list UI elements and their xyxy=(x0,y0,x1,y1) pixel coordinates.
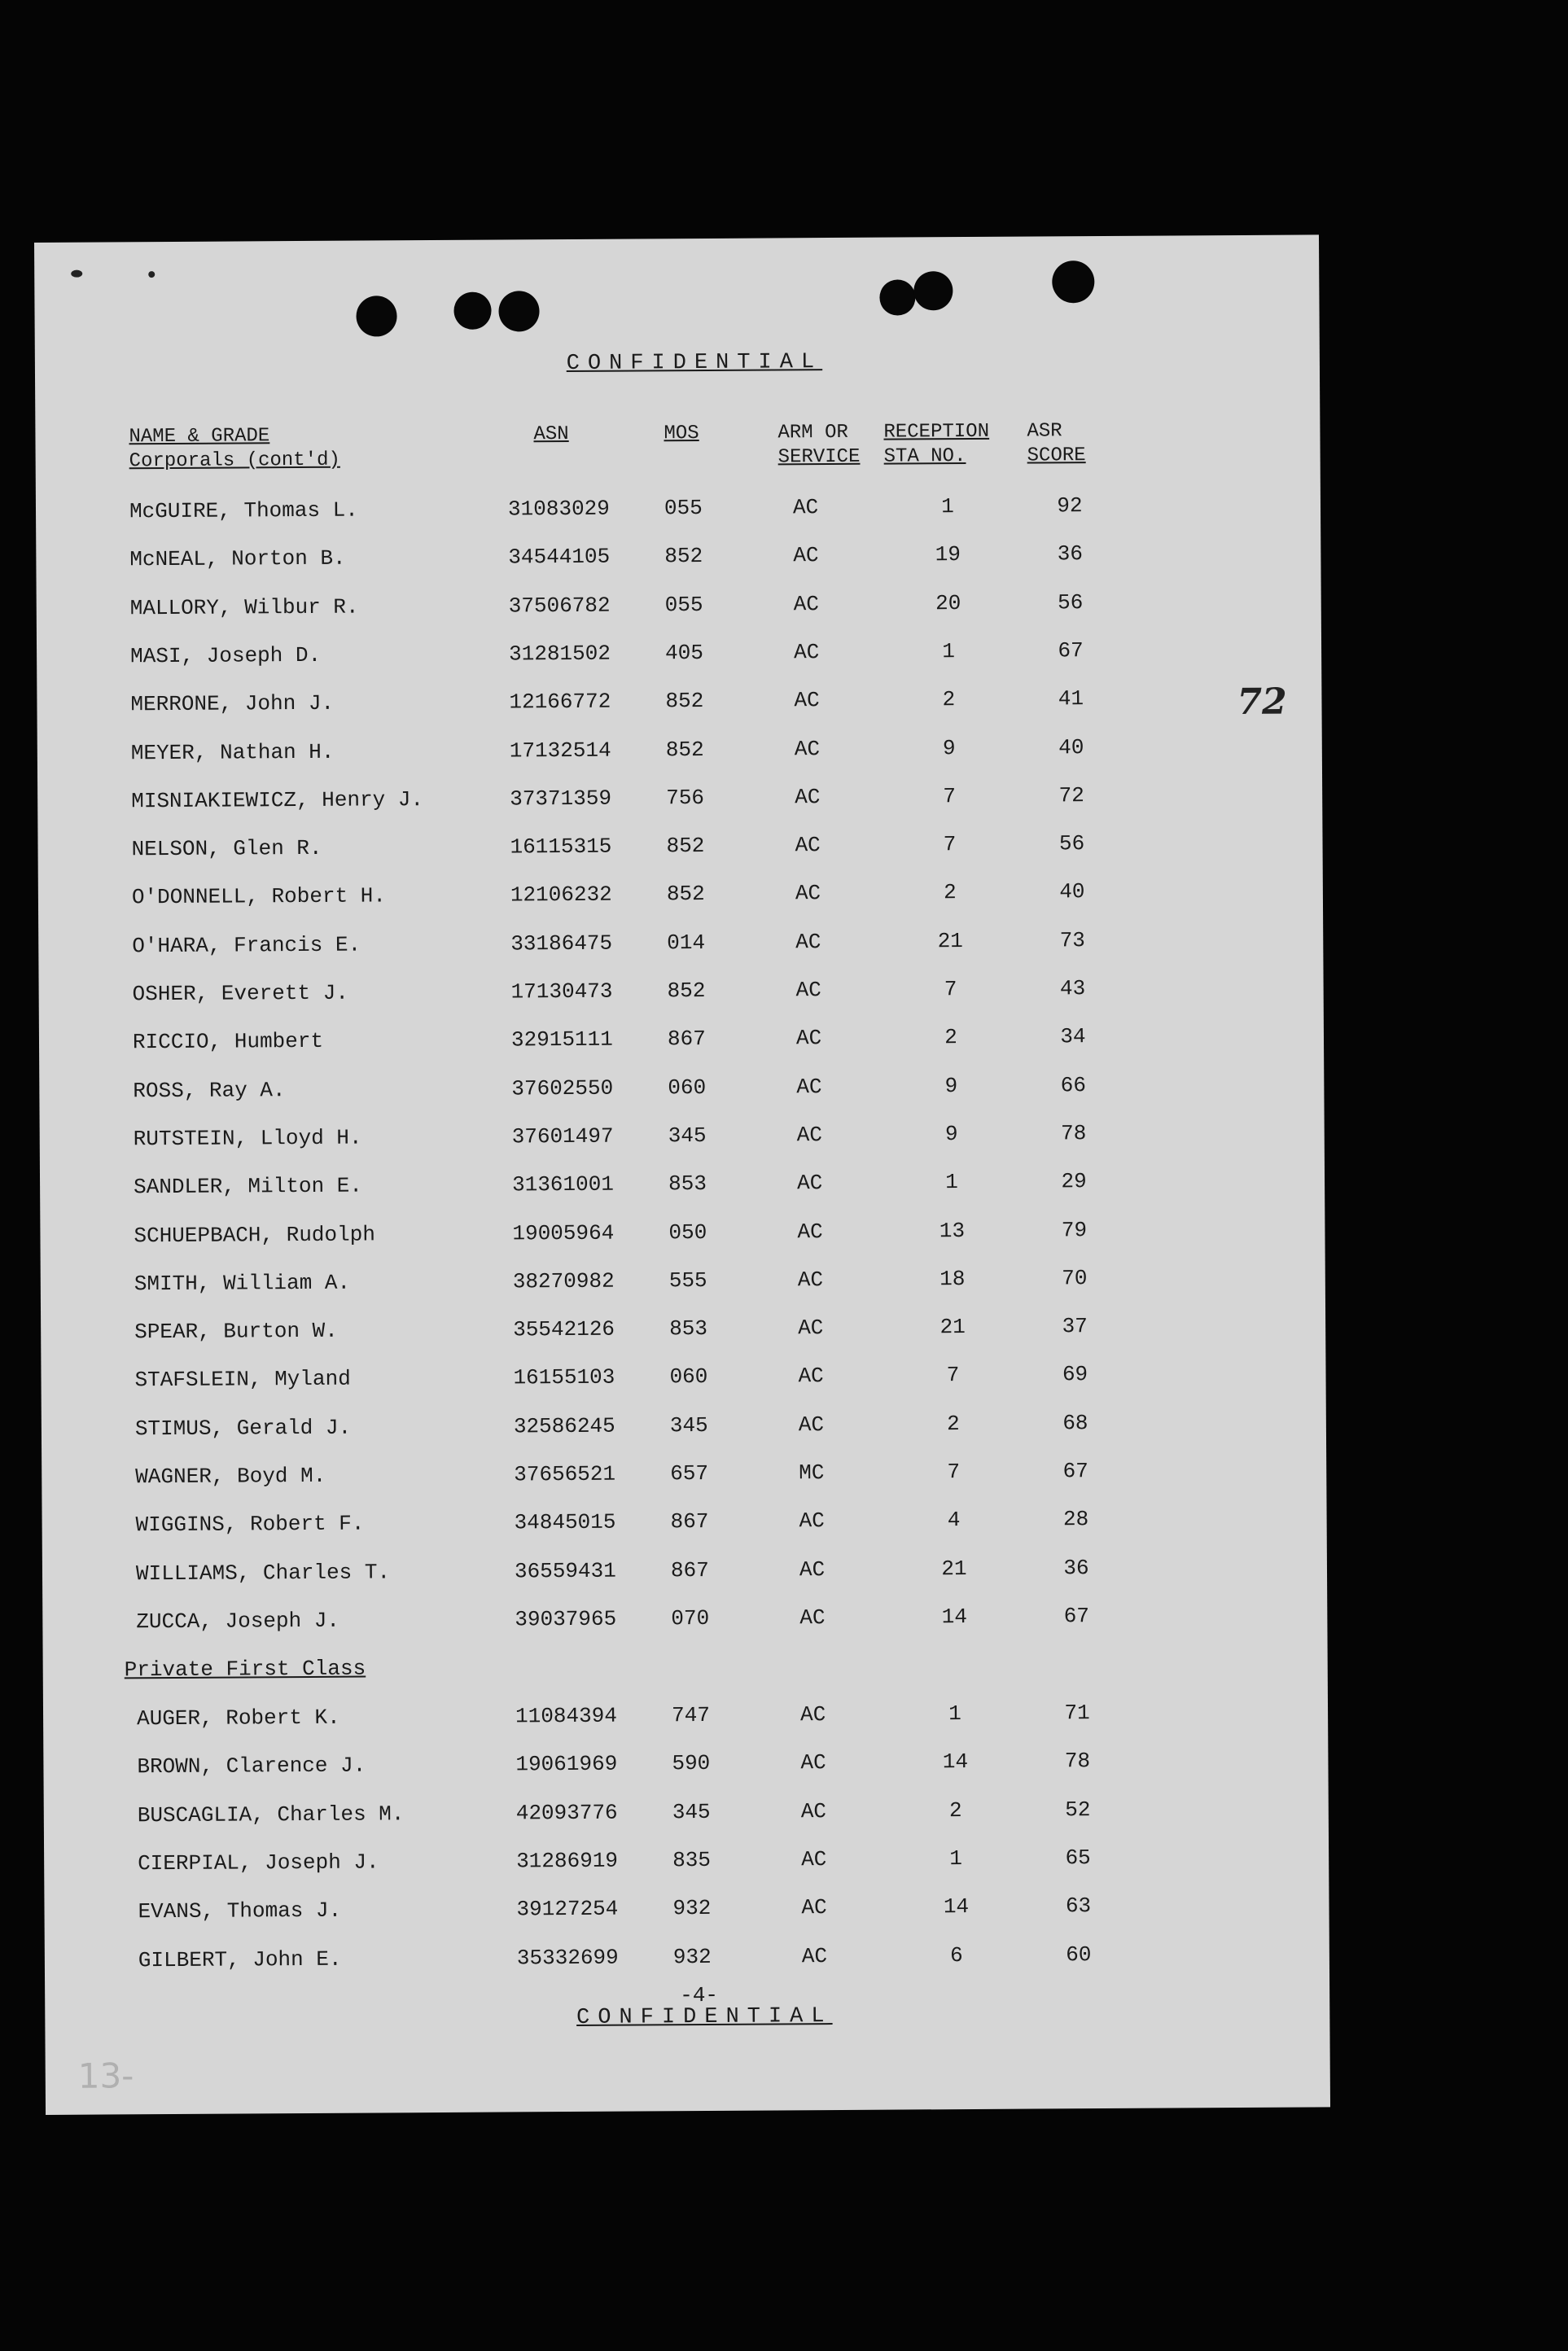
cell-asn: 31083029 xyxy=(507,496,610,522)
cell-asr-score: 67 xyxy=(1063,1604,1090,1629)
cell-arm: AC xyxy=(792,495,819,520)
cell-reception-sta: 14 xyxy=(942,1749,969,1775)
cell-asn: 37371359 xyxy=(510,786,612,812)
cell-name: CIERPIAL, Joseph J. xyxy=(138,1850,379,1876)
cell-name: STAFSLEIN, Myland xyxy=(134,1367,351,1393)
cell-arm: AC xyxy=(795,978,821,1003)
cell-arm: AC xyxy=(795,929,821,954)
table-row xyxy=(39,974,1324,1015)
cell-asn: 11084394 xyxy=(515,1703,617,1729)
table-row xyxy=(43,1748,1328,1788)
table-row xyxy=(42,1506,1327,1547)
cell-asr-score: 73 xyxy=(1059,927,1085,953)
speck xyxy=(148,271,155,278)
cell-asn: 19005964 xyxy=(512,1220,615,1246)
table-row xyxy=(37,781,1322,822)
cell-mos: 405 xyxy=(665,640,703,666)
cell-reception-sta: 1 xyxy=(948,1701,961,1727)
table-row xyxy=(36,492,1321,532)
cell-name: BROWN, Clarence J. xyxy=(137,1753,366,1780)
cell-asr-score: 40 xyxy=(1059,879,1085,904)
cell-mos: 060 xyxy=(668,1075,707,1100)
cell-asn: 17130473 xyxy=(510,978,613,1005)
confidential-header: CONFIDENTIAL xyxy=(566,350,823,377)
cell-mos: 852 xyxy=(667,978,706,1004)
col-head-score-sub: SCORE xyxy=(1027,444,1086,467)
cell-asn: 37506782 xyxy=(508,593,611,619)
cell-arm: MC xyxy=(799,1460,825,1486)
cell-mos: 852 xyxy=(664,544,703,569)
cell-name: BUSCAGLIA, Charles M. xyxy=(137,1801,405,1828)
cell-reception-sta: 2 xyxy=(944,1025,957,1050)
col-head-name-title: NAME & GRADE xyxy=(129,425,270,449)
cell-arm: AC xyxy=(795,833,821,858)
cell-reception-sta: 13 xyxy=(939,1218,966,1243)
cell-asr-score: 63 xyxy=(1065,1893,1092,1919)
cell-asr-score: 72 xyxy=(1058,782,1084,808)
table-row xyxy=(42,1602,1327,1643)
cell-asn: 34845015 xyxy=(514,1509,616,1535)
punch-hole xyxy=(879,279,915,315)
cell-arm: AC xyxy=(800,1798,827,1823)
cell-arm: AC xyxy=(801,1895,827,1920)
cell-reception-sta: 9 xyxy=(944,1073,958,1098)
table-row xyxy=(42,1409,1326,1450)
cell-asn: 12166772 xyxy=(509,689,611,715)
cell-asn: 31281502 xyxy=(509,641,611,667)
cell-name: MASI, Joseph D. xyxy=(130,642,322,669)
cell-asr-score: 60 xyxy=(1066,1942,1092,1967)
cell-mos: 867 xyxy=(670,1557,709,1583)
table-row xyxy=(40,1216,1325,1257)
cell-asn: 12106232 xyxy=(510,882,612,908)
cell-name: MERRONE, John J. xyxy=(130,690,335,717)
table-row xyxy=(41,1312,1325,1353)
cell-name: GILBERT, John E. xyxy=(138,1946,342,1972)
punch-hole xyxy=(1052,260,1094,303)
cell-mos: 932 xyxy=(672,1896,712,1921)
table-row xyxy=(37,637,1321,677)
cell-mos: 345 xyxy=(669,1412,708,1438)
col-head-reception-title: RECEPTION xyxy=(883,420,990,444)
cell-mos: 867 xyxy=(667,1027,706,1052)
cell-asn: 16155103 xyxy=(513,1365,615,1390)
cell-asr-score: 68 xyxy=(1062,1410,1088,1435)
cell-arm: AC xyxy=(796,1122,823,1148)
cell-mos: 055 xyxy=(664,495,703,521)
cell-asr-score: 92 xyxy=(1057,493,1083,519)
cell-asr-score: 79 xyxy=(1061,1217,1088,1242)
punch-hole xyxy=(356,296,396,336)
cell-mos: 867 xyxy=(670,1509,709,1534)
cell-asr-score: 78 xyxy=(1061,1121,1087,1146)
cell-name: ROSS, Ray A. xyxy=(133,1077,286,1103)
cell-arm: AC xyxy=(801,1943,828,1968)
cell-reception-sta: 2 xyxy=(946,1411,960,1436)
col-head-asn-title: ASN xyxy=(533,422,569,446)
table-row xyxy=(39,1023,1324,1064)
cell-asn: 35542126 xyxy=(513,1316,615,1342)
cell-arm: AC xyxy=(793,591,820,616)
cell-arm: AC xyxy=(797,1267,824,1293)
table-row xyxy=(40,1168,1325,1209)
cell-mos: 853 xyxy=(668,1171,707,1197)
cell-arm: AC xyxy=(799,1508,825,1534)
cell-asr-score: 56 xyxy=(1058,589,1084,615)
cell-asr-score: 78 xyxy=(1064,1749,1091,1774)
cell-reception-sta: 21 xyxy=(937,928,963,953)
cell-asn: 39037965 xyxy=(515,1606,617,1632)
cell-reception-sta: 7 xyxy=(946,1363,960,1388)
cell-reception-sta: 2 xyxy=(948,1797,962,1823)
col-head-reception-sub: STA NO. xyxy=(883,445,966,468)
cell-name: ZUCCA, Joseph J. xyxy=(136,1608,340,1635)
cell-reception-sta: 7 xyxy=(947,1460,961,1485)
cell-reception-sta: 2 xyxy=(943,880,957,905)
page-number: -4- xyxy=(680,1982,719,2008)
cell-asr-score: 34 xyxy=(1060,1024,1086,1049)
cell-asr-score: 67 xyxy=(1058,638,1084,663)
cell-asr-score: 36 xyxy=(1057,541,1084,567)
cell-name: WAGNER, Boyd M. xyxy=(135,1463,326,1490)
cell-asn: 34544105 xyxy=(508,544,611,570)
cell-name: MEYER, Nathan H. xyxy=(130,739,335,765)
table-row xyxy=(44,1796,1329,1837)
table-row xyxy=(44,1893,1329,1933)
cell-asn: 38270982 xyxy=(512,1268,615,1294)
cell-arm: AC xyxy=(798,1316,824,1341)
cell-asn: 17132514 xyxy=(509,738,611,763)
cell-mos: 050 xyxy=(668,1219,707,1245)
col-head-name-sub: Corporals (cont'd) xyxy=(129,449,340,473)
cell-reception-sta: 1 xyxy=(949,1845,963,1872)
cell-mos: 853 xyxy=(669,1316,708,1342)
cell-reception-sta: 6 xyxy=(949,1942,963,1968)
cell-arm: AC xyxy=(794,736,821,761)
col-head-name xyxy=(129,424,340,475)
cell-asr-score: 40 xyxy=(1058,734,1084,760)
cell-reception-sta: 1 xyxy=(941,494,954,519)
section-heading-pfc: Private First Class xyxy=(124,1656,366,1683)
cell-asn: 36559431 xyxy=(514,1558,616,1584)
cell-asn: 32915111 xyxy=(510,1027,613,1053)
cell-reception-sta: 7 xyxy=(944,977,957,1002)
cell-asn: 37656521 xyxy=(514,1461,616,1487)
cell-asr-score: 56 xyxy=(1058,831,1085,856)
cell-asr-score: 66 xyxy=(1060,1072,1087,1097)
cell-mos: 060 xyxy=(669,1364,708,1390)
table-row xyxy=(38,878,1323,919)
col-head-mos xyxy=(664,422,699,446)
cell-asn: 31361001 xyxy=(511,1171,614,1197)
cell-reception-sta: 1 xyxy=(945,1170,958,1195)
cell-asr-score: 65 xyxy=(1065,1845,1091,1871)
cell-mos: 756 xyxy=(666,785,705,811)
cell-reception-sta: 4 xyxy=(947,1508,961,1533)
cell-name: EVANS, Thomas J. xyxy=(138,1898,342,1924)
cell-name: O'DONNELL, Robert H. xyxy=(131,883,387,910)
cell-asn: 31286919 xyxy=(516,1848,619,1874)
cell-mos: 852 xyxy=(665,737,704,762)
cell-mos: 070 xyxy=(671,1605,710,1631)
cell-arm: AC xyxy=(798,1412,825,1437)
cell-name: SMITH, William A. xyxy=(134,1270,351,1297)
table-row xyxy=(44,1844,1329,1885)
table-row xyxy=(45,1941,1329,1981)
cell-asn: 35332699 xyxy=(516,1945,619,1970)
cell-asr-score: 43 xyxy=(1059,976,1086,1001)
cell-asr-score: 28 xyxy=(1062,1507,1089,1532)
cell-name: STIMUS, Gerald J. xyxy=(134,1415,352,1441)
cell-reception-sta: 9 xyxy=(942,735,956,760)
document-page xyxy=(34,234,1330,2115)
col-head-arm xyxy=(777,421,860,471)
col-head-arm-title: ARM OR xyxy=(777,421,848,444)
cell-name: McNEAL, Norton B. xyxy=(129,545,346,572)
cell-name: AUGER, Robert K. xyxy=(136,1705,340,1732)
pencil-annotation: 13- xyxy=(77,2055,134,2096)
cell-arm: AC xyxy=(794,688,820,713)
table-row xyxy=(42,1554,1327,1595)
cell-asn: 32586245 xyxy=(513,1413,615,1439)
cell-reception-sta: 2 xyxy=(942,687,956,712)
cell-asn: 37602550 xyxy=(511,1075,614,1101)
cell-reception-sta: 14 xyxy=(941,1604,968,1630)
cell-name: McGUIRE, Thomas L. xyxy=(129,497,358,524)
cell-mos: 835 xyxy=(672,1847,712,1873)
table-row xyxy=(39,1071,1324,1112)
cell-asn: 39127254 xyxy=(516,1896,619,1922)
cell-name: SANDLER, Milton E. xyxy=(133,1173,363,1200)
cell-asr-score: 36 xyxy=(1063,1555,1089,1580)
cell-mos: 852 xyxy=(665,689,704,714)
speck xyxy=(71,270,82,278)
cell-asr-score: 37 xyxy=(1062,1314,1088,1339)
cell-arm: AC xyxy=(795,784,821,810)
punch-hole xyxy=(453,292,491,330)
cell-asn: 33186475 xyxy=(510,930,613,957)
cell-arm: AC xyxy=(793,640,820,665)
cell-mos: 747 xyxy=(671,1702,710,1728)
cell-arm: AC xyxy=(799,1605,826,1631)
col-head-arm-sub: SERVICE xyxy=(777,445,861,469)
punch-hole xyxy=(498,291,539,331)
table-row xyxy=(41,1264,1325,1305)
cell-asr-score: 69 xyxy=(1062,1362,1088,1387)
cell-mos: 932 xyxy=(672,1944,712,1969)
cell-name: WILLIAMS, Charles T. xyxy=(135,1559,391,1586)
col-head-score xyxy=(1027,419,1085,468)
cell-name: WIGGINS, Robert F. xyxy=(135,1511,365,1538)
cell-asr-score: 71 xyxy=(1064,1701,1090,1726)
cell-arm: AC xyxy=(799,1556,826,1582)
col-head-mos-title: MOS xyxy=(664,422,699,445)
cell-mos: 345 xyxy=(668,1123,707,1149)
cell-mos: 852 xyxy=(666,882,705,907)
cell-reception-sta: 7 xyxy=(943,783,957,808)
cell-mos: 014 xyxy=(667,930,706,955)
cell-asr-score: 52 xyxy=(1065,1797,1091,1822)
cell-arm: AC xyxy=(799,1702,826,1727)
cell-mos: 657 xyxy=(670,1460,709,1486)
table-row xyxy=(40,1119,1325,1160)
cell-arm: AC xyxy=(801,1846,827,1872)
table-row xyxy=(37,685,1321,726)
table-row xyxy=(42,1457,1326,1498)
cell-asn: 37601497 xyxy=(511,1123,614,1149)
cell-reception-sta: 9 xyxy=(944,1121,958,1147)
cell-asr-score: 29 xyxy=(1061,1169,1087,1194)
cell-reception-sta: 19 xyxy=(935,542,961,567)
cell-reception-sta: 7 xyxy=(943,832,957,857)
cell-name: SCHUEPBACH, Rudolph xyxy=(134,1221,375,1248)
col-head-asn xyxy=(533,422,568,447)
table-row xyxy=(38,926,1323,967)
cell-name: OSHER, Everett J. xyxy=(132,980,348,1007)
cell-name: RICCIO, Humbert xyxy=(132,1029,324,1055)
table-row xyxy=(37,830,1322,870)
cell-name: O'HARA, Francis E. xyxy=(132,932,361,958)
cell-asn: 19061969 xyxy=(515,1751,618,1777)
cell-name: MISNIAKIEWICZ, Henry J. xyxy=(131,786,424,814)
col-head-reception xyxy=(883,420,989,470)
cell-arm: AC xyxy=(796,1074,822,1099)
cell-name: MALLORY, Wilbur R. xyxy=(129,594,359,620)
table-row xyxy=(41,1361,1325,1402)
cell-mos: 345 xyxy=(672,1799,711,1824)
cell-name: NELSON, Glen R. xyxy=(131,835,322,862)
cell-reception-sta: 21 xyxy=(941,1556,967,1581)
cell-name: RUTSTEIN, Lloyd H. xyxy=(133,1125,362,1152)
cell-arm: AC xyxy=(793,543,819,568)
table-row xyxy=(37,733,1322,774)
cell-asr-score: 67 xyxy=(1062,1459,1088,1484)
cell-mos: 590 xyxy=(672,1751,711,1776)
table-row xyxy=(37,589,1321,629)
cell-mos: 852 xyxy=(666,834,705,859)
cell-asn: 16115315 xyxy=(510,834,612,860)
margin-handwritten-number: 72 xyxy=(1237,681,1287,723)
cell-arm: AC xyxy=(798,1364,824,1389)
cell-asr-score: 70 xyxy=(1062,1265,1088,1291)
cell-mos: 055 xyxy=(664,592,703,617)
cell-mos: 555 xyxy=(668,1267,707,1294)
cell-arm: AC xyxy=(795,1026,822,1051)
cell-reception-sta: 20 xyxy=(935,590,961,615)
cell-asr-score: 41 xyxy=(1058,686,1084,711)
col-head-score-title: ASR xyxy=(1027,420,1062,443)
cell-arm: AC xyxy=(797,1219,823,1244)
cell-asn: 42093776 xyxy=(515,1800,618,1826)
cell-name: SPEAR, Burton W. xyxy=(134,1318,338,1345)
table-row xyxy=(43,1699,1328,1740)
punch-hole xyxy=(913,271,953,310)
cell-reception-sta: 18 xyxy=(939,1266,966,1292)
cell-arm: AC xyxy=(795,881,821,906)
cell-reception-sta: 21 xyxy=(939,1315,966,1340)
table-row xyxy=(36,541,1321,581)
cell-arm: AC xyxy=(800,1750,826,1775)
cell-arm: AC xyxy=(796,1171,823,1196)
cell-reception-sta: 1 xyxy=(942,638,955,664)
cell-reception-sta: 14 xyxy=(943,1894,970,1920)
confidential-footer: CONFIDENTIAL xyxy=(576,2004,833,2030)
